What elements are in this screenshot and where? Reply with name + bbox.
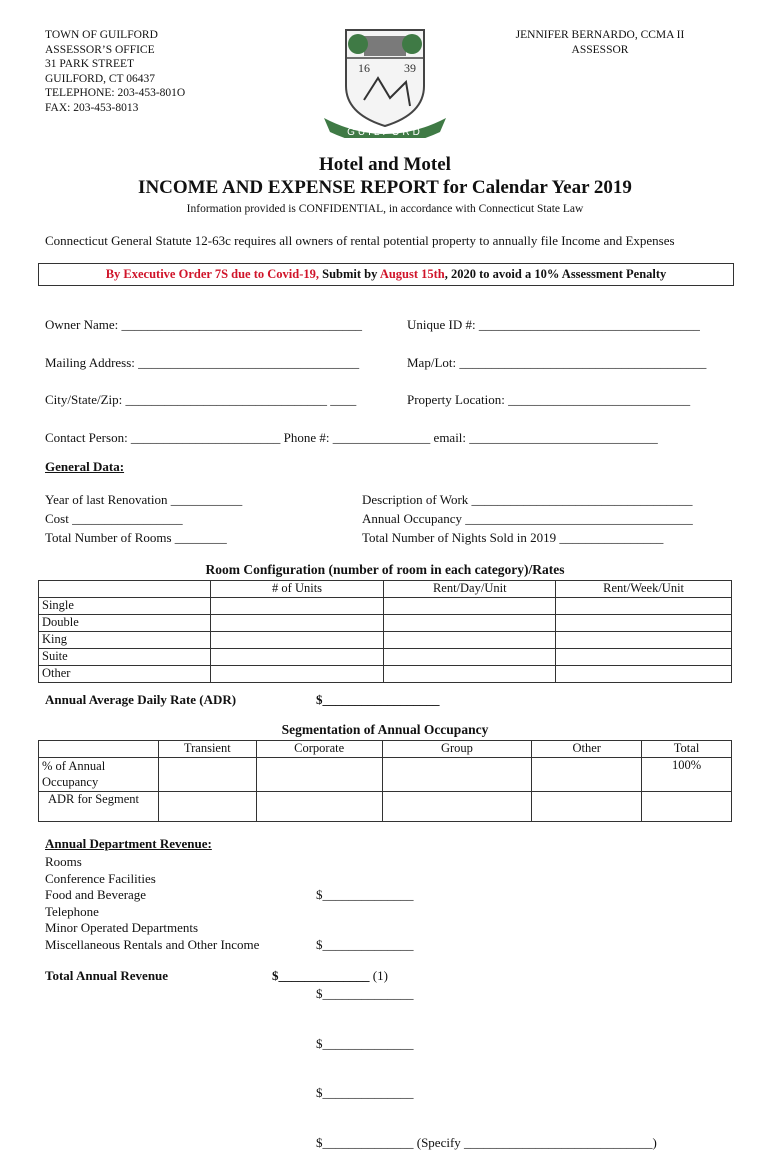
- confidential-note: Information provided is CONFIDENTIAL, in accordance with Connecticut State Law: [186, 203, 584, 215]
- address-line: ASSESSOR’S OFFICE: [45, 43, 155, 56]
- address-line: 31 PARK STREET: [45, 58, 135, 70]
- units-cell[interactable]: [210, 598, 384, 615]
- rent-week-cell[interactable]: [556, 632, 732, 649]
- room-type-label: Suite: [39, 649, 211, 666]
- revenue-item-label: Food and Beverage: [45, 887, 147, 902]
- guilford-seal-icon: [318, 22, 452, 138]
- rent-day-cell[interactable]: [384, 649, 556, 666]
- total-revenue-label: Total Annual Revenue: [45, 968, 169, 983]
- adr-field[interactable]: $__________________: [316, 692, 440, 707]
- seal-banner-text: GUILFORD: [347, 127, 423, 138]
- table-row: [39, 758, 732, 792]
- header-other: Other: [532, 741, 642, 758]
- room-configuration-title: Room Configuration (number of room in each category)/Rates: [205, 562, 565, 577]
- revenue-item-label: Rooms: [45, 854, 82, 869]
- contact-phone-email-field[interactable]: Contact Person: _______________________ Phone #: _______________ email: _____________________________: [45, 430, 658, 445]
- notice-penalty: , 2020 to avoid a 10% Assessment Penalty: [444, 267, 667, 281]
- segment-cell[interactable]: [158, 792, 256, 822]
- assessor-title: ASSESSOR: [571, 43, 629, 56]
- segment-cell[interactable]: [532, 758, 642, 792]
- table-row: [39, 666, 732, 683]
- rent-day-cell[interactable]: [384, 598, 556, 615]
- room-type-label: King: [39, 632, 211, 649]
- room-configuration-table: [38, 580, 732, 683]
- table-row: [39, 615, 732, 632]
- owner-name-field[interactable]: Owner Name: _____________________________________: [45, 317, 363, 332]
- notice-submit-by: Submit by: [319, 267, 380, 281]
- revenue-specify-field[interactable]: $______________ (Specify _____________________________): [316, 1134, 657, 1150]
- rent-week-cell[interactable]: [556, 666, 732, 683]
- total-revenue-line: [272, 968, 388, 984]
- mailing-address-field[interactable]: Mailing Address: __________________________________: [45, 355, 360, 370]
- cost-field[interactable]: Cost _________________: [45, 511, 183, 526]
- revenue-amount-field[interactable]: $______________: [316, 936, 414, 952]
- year-of-renovation-field[interactable]: Year of last Renovation ___________: [45, 492, 243, 507]
- rent-day-cell[interactable]: [384, 615, 556, 632]
- units-cell[interactable]: [210, 649, 384, 666]
- segment-cell[interactable]: [382, 792, 532, 822]
- header-total: Total: [642, 741, 732, 758]
- description-of-work-field[interactable]: Description of Work __________________________________: [362, 492, 693, 507]
- revenue-item-label: Conference Facilities: [45, 870, 156, 886]
- revenue-item-labels: [45, 854, 259, 953]
- table-header-row: [39, 581, 732, 598]
- address-line: GUILFORD, CT 06437: [45, 72, 156, 85]
- notice-executive-order: By Executive Order 7S due to Covid-19,: [105, 267, 320, 281]
- header-cell: [39, 741, 159, 758]
- revenue-item-label: Minor Operated Departments: [45, 920, 199, 935]
- units-cell[interactable]: [210, 615, 384, 632]
- department-revenue-heading: Annual Department Revenue:: [45, 836, 212, 851]
- table-row: [39, 649, 732, 666]
- segment-cell[interactable]: [256, 758, 382, 792]
- units-cell[interactable]: [210, 666, 384, 683]
- statute-text: Connecticut General Statute 12-63c requires all owners of rental potential property to annually file Income and Expenses: [45, 233, 675, 248]
- fax-line: FAX: 203-453-8013: [45, 101, 139, 114]
- header-units: # of Units: [210, 581, 384, 598]
- rent-day-cell[interactable]: [384, 632, 556, 649]
- segment-cell[interactable]: [382, 758, 532, 792]
- header-group: Group: [382, 741, 532, 758]
- revenue-item-values: [316, 854, 657, 1168]
- segment-cell[interactable]: [532, 792, 642, 822]
- segmentation-title: Segmentation of Annual Occupancy: [281, 722, 489, 737]
- notice-deadline-date: August 15th: [379, 267, 445, 281]
- room-type-label: Double: [39, 615, 211, 632]
- occupancy-total-value: 100%: [642, 758, 732, 792]
- rent-week-cell[interactable]: [556, 615, 732, 632]
- map-lot-field[interactable]: Map/Lot: ______________________________________: [407, 355, 707, 370]
- assessor-office-address: [45, 28, 185, 115]
- total-revenue-field[interactable]: $______________: [272, 968, 370, 983]
- total-rooms-field[interactable]: Total Number of Rooms ________: [45, 530, 227, 545]
- nights-sold-field[interactable]: Total Number of Nights Sold in 2019 ________________: [362, 530, 664, 545]
- telephone-line: TELEPHONE: 203-453-801O: [45, 87, 186, 99]
- form-title-line1: Hotel and Motel: [319, 154, 451, 175]
- revenue-item-label: Miscellaneous Rentals and Other Income: [45, 936, 260, 952]
- assessor-name: JENNIFER BERNARDO, CCMA II: [515, 29, 685, 41]
- header-cell: [39, 581, 211, 598]
- assessor-name-block: [490, 28, 710, 57]
- header-transient: Transient: [158, 741, 256, 758]
- table-row: [39, 598, 732, 615]
- seal-year-right: 39: [404, 61, 416, 75]
- segment-cell[interactable]: [642, 792, 732, 822]
- room-type-label: Single: [39, 598, 211, 615]
- adr-segment-label: ADR for Segment: [39, 792, 159, 822]
- table-header-row: [39, 741, 732, 758]
- revenue-item-label: Telephone: [45, 903, 99, 919]
- property-location-field[interactable]: Property Location: ____________________________: [407, 392, 691, 407]
- footnote-marker: (1): [372, 968, 388, 983]
- revenue-amount-field[interactable]: $______________: [316, 986, 414, 1001]
- segment-cell[interactable]: [256, 792, 382, 822]
- room-type-label: Other: [39, 666, 211, 683]
- segmentation-table: [38, 740, 732, 822]
- table-row: [39, 792, 732, 822]
- revenue-amount-field[interactable]: $______________: [316, 887, 414, 902]
- adr-label: Annual Average Daily Rate (ADR): [45, 692, 237, 707]
- city-state-zip-field[interactable]: City/State/Zip: _______________________________ ____: [45, 392, 357, 407]
- covid-deadline-notice: [38, 263, 734, 286]
- table-row: [39, 632, 732, 649]
- header-rent-week: Rent/Week/Unit: [556, 581, 732, 598]
- rent-day-cell[interactable]: [384, 666, 556, 683]
- revenue-amount-field[interactable]: $______________: [316, 1085, 414, 1100]
- seal-year-left: 16: [358, 61, 370, 75]
- unique-id-field[interactable]: Unique ID #: __________________________________: [407, 317, 700, 332]
- form-title-line2: INCOME AND EXPENSE REPORT for Calendar Year 2019: [138, 177, 632, 198]
- segment-cell[interactable]: [158, 758, 256, 792]
- header-rent-day: Rent/Day/Unit: [384, 581, 556, 598]
- units-cell[interactable]: [210, 632, 384, 649]
- general-data-heading: General Data:: [45, 459, 125, 474]
- revenue-amount-field[interactable]: $______________: [316, 1035, 414, 1051]
- annual-occupancy-field[interactable]: Annual Occupancy ___________________________________: [362, 511, 693, 526]
- header-corporate: Corporate: [256, 741, 382, 758]
- rent-week-cell[interactable]: [556, 649, 732, 666]
- address-line: TOWN OF GUILFORD: [45, 29, 158, 41]
- rent-week-cell[interactable]: [556, 598, 732, 615]
- occupancy-percent-label: % of Annual Occupancy: [39, 758, 159, 792]
